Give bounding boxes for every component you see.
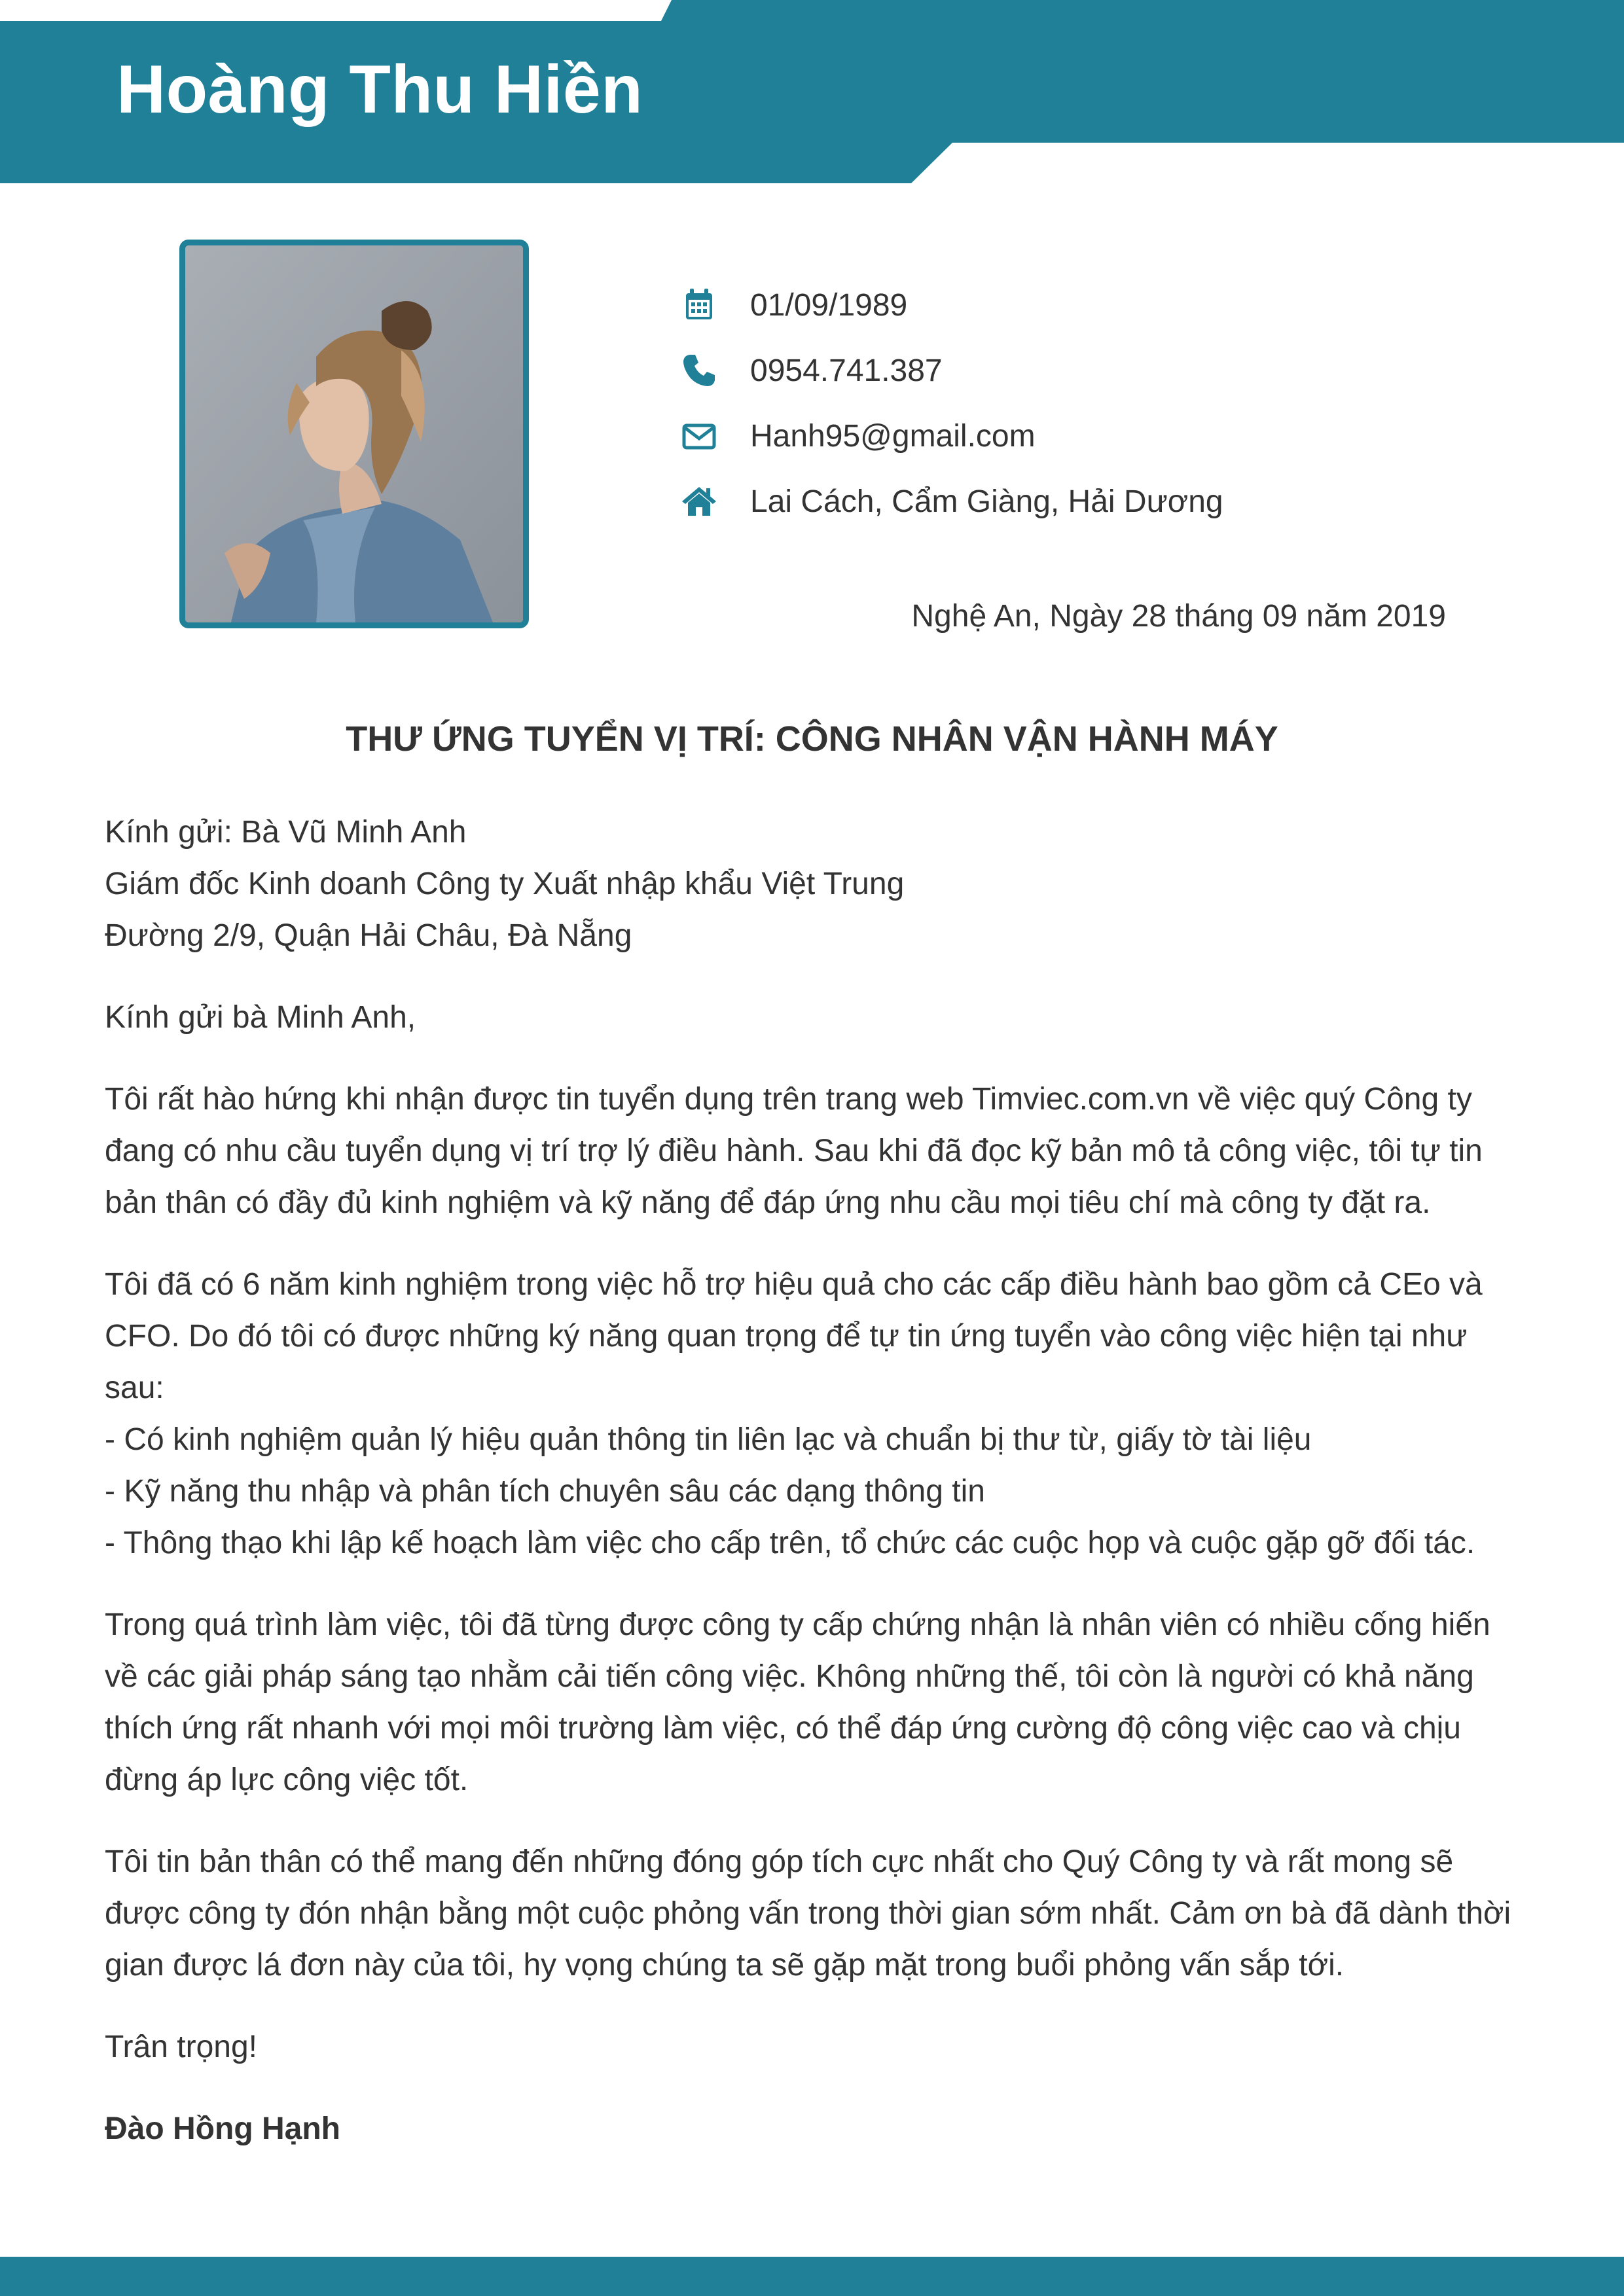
portrait-photo — [185, 245, 523, 622]
birthday-text: 01/09/1989 — [750, 287, 908, 323]
paragraph-4-line: được công ty đón nhận bằng một cuộc phỏng vấn trong thời gian sớm nhất. Cảm ơn bà đã dành thời — [105, 1896, 1511, 1931]
paragraph-4-line: gian được lá đơn này của tôi, hy vọng chúng ta sẽ gặp mặt trong buổi phỏng vấn sắp tới. — [105, 1948, 1344, 1982]
signature: Đào Hồng Hạnh — [105, 2111, 340, 2146]
contact-phone[interactable] — [681, 344, 943, 397]
candidate-name: Hoàng Thu Hiền — [117, 52, 643, 128]
paragraph-1-line: Tôi rất hào hứng khi nhận được tin tuyển dụng trên trang web Timviec.com.vn về việc quý Công ty — [105, 1082, 1472, 1117]
paragraph-3-line: đừng áp lực công việc tốt. — [105, 1763, 469, 1797]
greeting: Kính gửi bà Minh Anh, — [105, 1000, 416, 1035]
footer-bar — [0, 2257, 1624, 2296]
paragraph-3-line: Trong quá trình làm việc, tôi đã từng được công ty cấp chứng nhận là nhân viên có nhiều cống hiến — [105, 1607, 1490, 1642]
place-date: Nghệ An, Ngày 28 tháng 09 năm 2019 — [911, 599, 1446, 634]
contact-birthday — [681, 279, 907, 331]
contact-email[interactable] — [681, 410, 1036, 462]
recipient-line-1: Kính gửi: Bà Vũ Minh Anh — [105, 815, 467, 850]
skill-bullet: - Có kinh nghiệm quản lý hiệu quản thông tin liên lạc và chuẩn bị thư từ, giấy tờ tài liệu — [105, 1422, 1312, 1457]
contact-address — [681, 475, 1223, 528]
calendar-icon — [681, 287, 717, 323]
letter-body — [105, 806, 1532, 2155]
profile-photo — [179, 240, 529, 628]
address-text: Lai Cách, Cẩm Giàng, Hải Dương — [750, 484, 1223, 519]
closing: Trân trọng! — [105, 2030, 257, 2064]
paragraph-2-line: Tôi đã có 6 năm kinh nghiệm trong việc hỗ trợ hiệu quả cho các cấp điều hành bao gồm cả CEo và — [105, 1267, 1483, 1302]
paragraph-1-line: đang có nhu cầu tuyển dụng vị trí trợ lý điều hành. Sau khi đã đọc kỹ bản mô tả công việc, tôi tự tin — [105, 1134, 1483, 1168]
letter-title: THƯ ỨNG TUYỂN VỊ TRÍ: CÔNG NHÂN VẬN HÀNH MÁY — [346, 719, 1278, 759]
paragraph-2-line: sau: — [105, 1371, 164, 1405]
phone-text[interactable]: 0954.741.387 — [750, 353, 943, 388]
paragraph-3-line: về các giải pháp sáng tạo nhằm cải tiến công việc. Không những thế, tôi còn là người có khả năng — [105, 1659, 1474, 1694]
phone-icon — [681, 352, 717, 389]
home-icon — [681, 483, 717, 520]
paragraph-4-line: Tôi tin bản thân có thể mang đến những đóng góp tích cực nhất cho Quý Công ty và rất mong sẽ — [105, 1844, 1454, 1879]
envelope-icon — [681, 418, 717, 454]
paragraph-2-line: CFO. Do đó tôi có được những ký năng quan trọng để tự tin ứng tuyển vào công việc hiện tại như — [105, 1319, 1468, 1354]
recipient-line-2: Giám đốc Kinh doanh Công ty Xuất nhập khẩu Việt Trung — [105, 867, 905, 901]
skill-bullet: - Thông thạo khi lập kế hoạch làm việc cho cấp trên, tổ chức các cuộc họp và cuộc gặp gỡ đối tác. — [105, 1526, 1475, 1560]
skill-bullet: - Kỹ năng thu nhập và phân tích chuyên sâu các dạng thông tin — [105, 1474, 985, 1509]
recipient-line-3: Đường 2/9, Quận Hải Châu, Đà Nẵng — [105, 918, 632, 953]
paragraph-1-line: bản thân có đầy đủ kinh nghiệm và kỹ năng để đáp ứng nhu cầu mọi tiêu chí mà công ty đặt ra. — [105, 1185, 1431, 1220]
email-text[interactable]: Hanh95@gmail.com — [750, 418, 1036, 454]
paragraph-3-line: thích ứng rất nhanh với mọi môi trường làm việc, có thể đáp ứng cường độ công việc cao và chịu — [105, 1711, 1461, 1746]
